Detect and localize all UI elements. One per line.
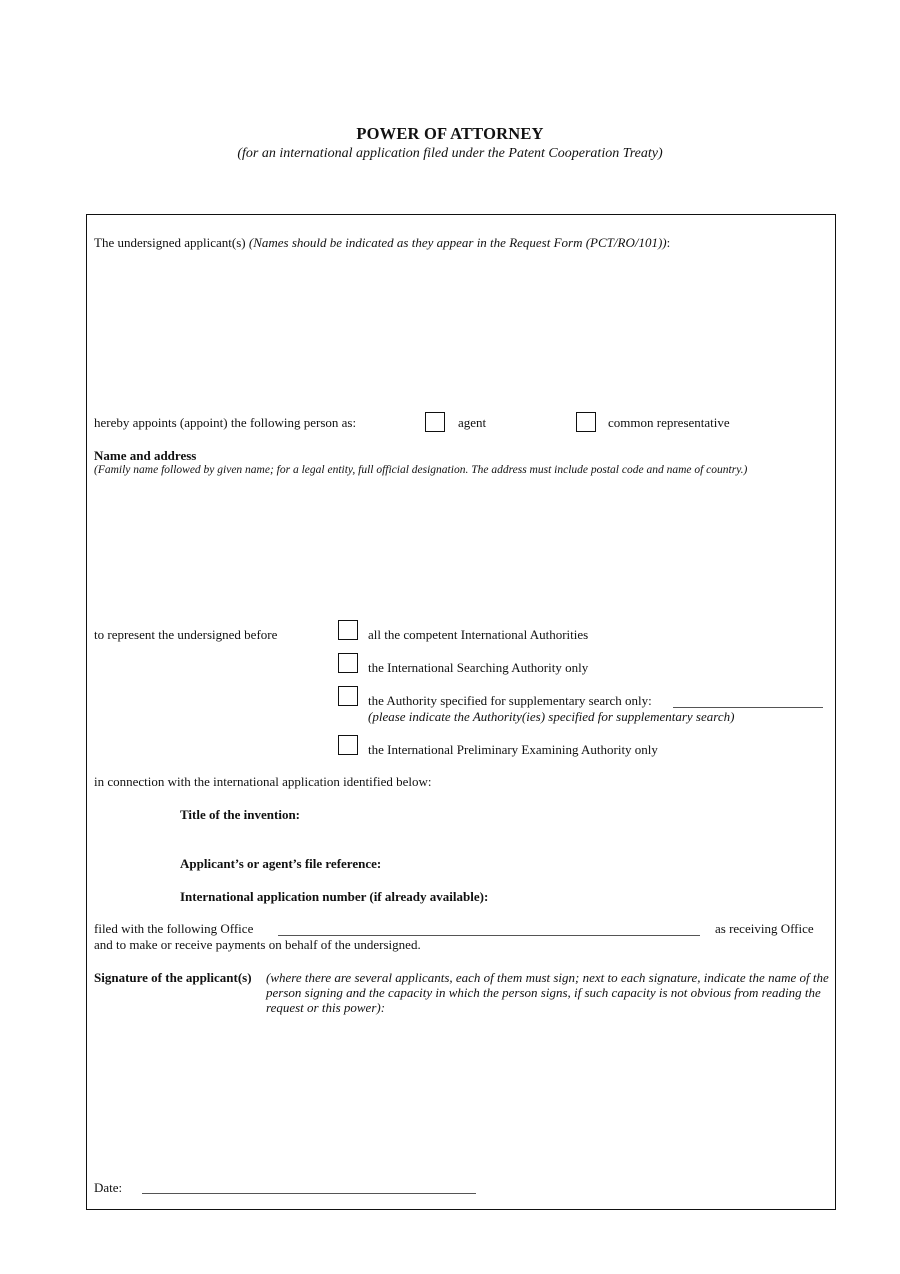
payments-text: and to make or receive payments on behalf of the undersigned.: [94, 937, 421, 952]
application-intro: in connection with the international application identified below:: [94, 774, 432, 789]
searching-authority-label: the International Searching Authority only: [368, 660, 589, 675]
common-representative-option-label: common representative: [608, 415, 730, 430]
name-address-label: Name and address: [94, 448, 197, 463]
common-representative-checkbox[interactable]: [576, 412, 596, 432]
signature-note: (where there are several applicants, each of them must sign; next to each signature, indicate the name of the person signing and the capacity in which the person signs, if such capacity is not obvious from reading the request or this power):: [266, 970, 829, 1015]
file-reference-label: Applicant’s or agent’s file reference:: [180, 856, 382, 871]
appoint-label: hereby appoints (appoint) the following person as:: [94, 415, 357, 430]
date-field[interactable]: [142, 1193, 476, 1194]
agent-checkbox[interactable]: [425, 412, 445, 432]
application-number-label: International application number (if already available):: [180, 889, 489, 904]
name-address-note: (Family name followed by given name; for a legal entity, full official designation. The address must include postal code and name of country.): [94, 464, 748, 476]
applicants-colon: :: [666, 235, 671, 250]
represent-label: to represent the undersigned before: [94, 627, 278, 642]
all-authorities-checkbox[interactable]: [338, 620, 358, 640]
applicants-section: [94, 235, 670, 251]
searching-authority-checkbox[interactable]: [338, 653, 358, 673]
invention-title-label: Title of the invention:: [180, 807, 301, 822]
supplementary-search-checkbox[interactable]: [338, 686, 358, 706]
agent-option-label: agent: [458, 415, 487, 430]
examining-authority-checkbox[interactable]: [338, 735, 358, 755]
all-authorities-label: all the competent International Authorities: [368, 627, 589, 642]
office-label: filed with the following Office: [94, 921, 254, 936]
page-subtitle: (for an international application filed under the Patent Cooperation Treaty): [237, 146, 663, 161]
examining-authority-label: the International Preliminary Examining Authority only: [368, 742, 658, 757]
applicants-note: (Names should be indicated as they appear in the Request Form (PCT/RO/101)): [248, 235, 667, 250]
applicants-label: The undersigned applicant(s): [94, 235, 246, 250]
supplementary-search-label: the Authority specified for supplementary search only:: [368, 693, 652, 708]
receiving-office-suffix: as receiving Office: [715, 921, 814, 936]
supplementary-authority-field[interactable]: [673, 707, 823, 708]
supplementary-search-note: (please indicate the Authority(ies) specified for supplementary search): [368, 709, 735, 724]
date-label: Date:: [94, 1180, 123, 1195]
page-title: POWER OF ATTORNEY: [356, 124, 544, 143]
receiving-office-field[interactable]: [278, 935, 700, 936]
signature-label: Signature of the applicant(s): [94, 970, 252, 985]
